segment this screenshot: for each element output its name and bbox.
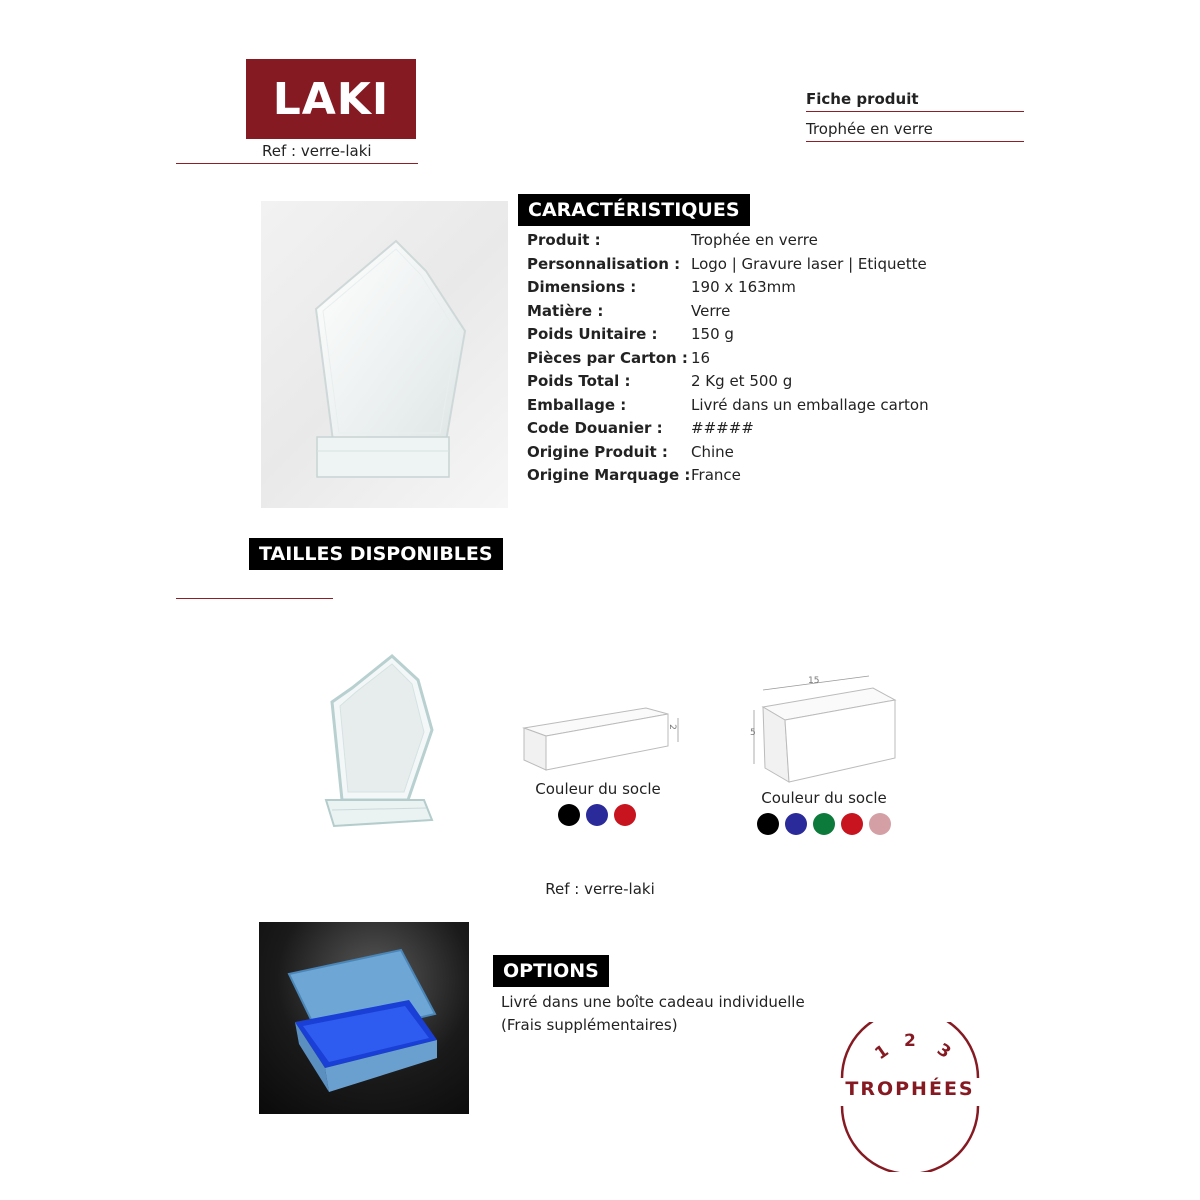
brand-logo — [246, 59, 416, 139]
spec-value: Livré dans un emballage carton — [691, 395, 929, 414]
document-type: Fiche produit — [806, 90, 919, 108]
divider — [176, 163, 418, 164]
divider — [806, 111, 1024, 112]
divider — [806, 141, 1024, 142]
spec-value: Verre — [691, 301, 731, 320]
spec-label: Pièces par Carton : — [527, 348, 688, 367]
spec-label: Produit : — [527, 231, 601, 249]
spec-value: Logo | Gravure laser | Etiquette — [691, 254, 927, 273]
brand-name: LAKI — [272, 73, 390, 125]
spec-row — [527, 255, 987, 279]
spec-row — [527, 466, 987, 490]
options-note: (Frais supplémentaires) — [501, 1016, 678, 1034]
spec-row — [527, 349, 987, 373]
product-ref: Ref : verre-laki — [262, 142, 372, 160]
spec-row — [527, 396, 987, 420]
color-swatch — [869, 813, 891, 835]
large-base-width: 15 — [808, 676, 820, 686]
gift-box-image — [259, 922, 469, 1114]
product-photo — [261, 201, 508, 508]
options-description: Livré dans une boîte cadeau individuelle — [501, 993, 805, 1011]
spec-row — [527, 278, 987, 302]
small-base-drawing — [518, 700, 688, 775]
large-base-drawing — [745, 672, 905, 787]
gift-box-photo — [259, 922, 469, 1114]
spec-label: Origine Produit : — [527, 442, 668, 461]
spec-row — [527, 443, 987, 467]
product-category: Trophée en verre — [806, 120, 933, 138]
spec-label: Matière : — [527, 301, 604, 320]
spec-row — [527, 302, 987, 326]
small-base-color-swatches — [558, 804, 642, 826]
color-swatch — [757, 813, 779, 835]
spec-label: Poids Total : — [527, 372, 631, 390]
spec-row — [527, 325, 987, 349]
small-base-dimension: 2 — [666, 724, 677, 730]
section-title-tailles: TAILLES DISPONIBLES — [249, 538, 503, 570]
section-title-caracteristiques: CARACTÉRISTIQUES — [518, 194, 750, 226]
spec-value: 16 — [691, 348, 711, 367]
spec-label: Code Douanier : — [527, 419, 663, 437]
spec-row — [527, 419, 987, 443]
color-swatch — [841, 813, 863, 835]
section-title-options: OPTIONS — [493, 955, 609, 987]
svg-text:TROPHÉES: TROPHÉES — [845, 1078, 975, 1100]
color-swatch — [558, 804, 580, 826]
trophees-stamp-logo — [828, 1022, 993, 1172]
large-base-color-swatches — [757, 813, 897, 835]
spec-value: 2 Kg et 500 g — [691, 372, 793, 390]
svg-text:1: 1 — [871, 1040, 893, 1065]
small-base-caption: Couleur du socle — [535, 780, 661, 798]
spec-value: Trophée en verre — [691, 231, 818, 249]
spec-label: Origine Marquage : — [527, 466, 691, 484]
spec-row — [527, 372, 987, 396]
color-swatch — [614, 804, 636, 826]
spec-value: 150 g — [691, 325, 734, 343]
spec-value: 190 x 163mm — [691, 278, 796, 296]
spec-label: Dimensions : — [527, 278, 637, 296]
spec-label: Poids Unitaire : — [527, 325, 658, 343]
color-swatch — [785, 813, 807, 835]
svg-text:2: 2 — [904, 1031, 916, 1051]
spec-value: Chine — [691, 442, 734, 461]
svg-text:3: 3 — [933, 1039, 955, 1063]
trophy-drawing — [320, 650, 450, 835]
spec-label: Personnalisation : — [527, 254, 681, 273]
color-swatch — [813, 813, 835, 835]
spec-label: Emballage : — [527, 395, 627, 414]
color-swatch — [586, 804, 608, 826]
large-base-caption: Couleur du socle — [761, 789, 887, 807]
glass-trophy-image — [261, 201, 508, 508]
spec-value: ##### — [691, 419, 754, 437]
divider — [176, 598, 333, 599]
large-base-height: 5 — [750, 728, 756, 738]
spec-row — [527, 231, 987, 255]
sizes-ref: Ref : verre-laki — [545, 880, 655, 898]
spec-value: France — [691, 466, 741, 484]
